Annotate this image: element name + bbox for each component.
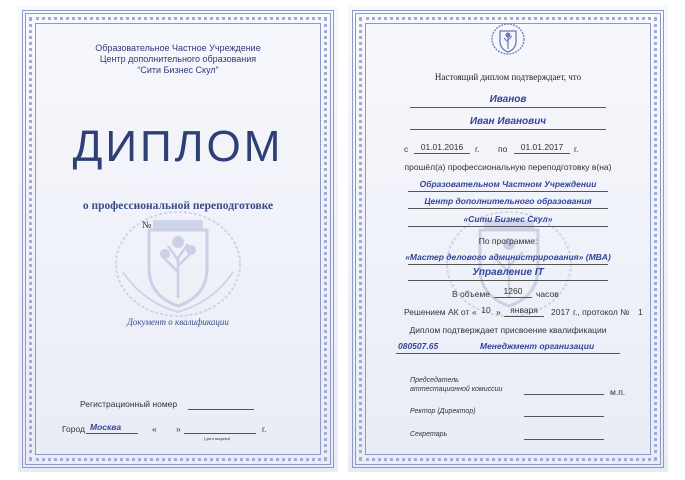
org-name-line-2: Центр дополнительного образования [99, 54, 257, 64]
hours-line [494, 297, 532, 298]
registration-number-line [188, 409, 254, 410]
tree-emblem-watermark [113, 202, 243, 320]
program-name-rule [408, 264, 608, 265]
full-name: Иван Иванович [469, 116, 547, 127]
from-label: с [404, 144, 409, 154]
hours-suffix: часов [536, 289, 559, 299]
decision-day: 10 [481, 305, 491, 315]
document-caption: Документ о квалификации [127, 317, 229, 327]
protocol-number: 1 [638, 307, 643, 317]
institution-line-3-rule [408, 226, 608, 227]
institution-line-1: Образовательном Частном Учреждении [419, 179, 597, 189]
institution-line-3: «Сити Бизнес Скул» [463, 214, 553, 224]
chair-signature-line [524, 394, 604, 395]
surname-line [410, 107, 606, 108]
decision-quote-open: « [472, 307, 477, 317]
decision-quote-close: » [496, 307, 501, 317]
year-suffix-2: г. [574, 144, 579, 154]
confirm-text: Настоящий диплом подтверждает, что [434, 72, 582, 82]
qualification-name: Менеджмент организации [480, 341, 595, 351]
decision-year-suffix: г., протокол № [573, 307, 630, 317]
qualification-rule [396, 353, 620, 354]
city-line [86, 433, 138, 434]
date-to-line [514, 153, 570, 154]
stamp-place-label: м.п. [610, 387, 626, 397]
institution-line-1-rule [408, 191, 608, 192]
hours-value: 1260 [503, 286, 523, 296]
specialization: Управление IT [472, 267, 544, 278]
chair-label-line-2: аттестационной комиссии [410, 386, 503, 393]
org-name-line-1: Образовательное Частное Учреждение [95, 43, 261, 53]
decision-month: января [510, 305, 538, 315]
date-caption: (дата выдачи) [204, 436, 231, 441]
city-value: Москва [90, 422, 122, 432]
rector-label: Ректор (Директор) [410, 408, 476, 415]
small-emblem-icon [490, 22, 526, 56]
date-to: 01.01.2017 [520, 142, 564, 152]
specialization-rule [408, 280, 608, 281]
institution-line-2-rule [408, 208, 608, 209]
qualification-text: Диплом подтверждает присвоение квалификации [409, 325, 607, 335]
passed-text: прошёл(а) профессиональную переподготовку в(на) [404, 162, 612, 172]
org-name-line-3: “Сити Бизнес Скул” [137, 65, 219, 75]
date-quote-close: » [176, 424, 181, 434]
diploma-number-label: № [142, 220, 152, 231]
program-label: По программе: [478, 236, 538, 246]
chair-label-line-1: Председатель [410, 377, 459, 384]
surname: Иванов [489, 94, 527, 105]
date-from: 01.01.2016 [420, 142, 464, 152]
city-label: Город [62, 424, 85, 434]
rector-signature-line [524, 416, 604, 417]
registration-number-label: Регистрационный номер [80, 399, 178, 409]
date-quote-open: « [152, 424, 157, 434]
institution-line-2: Центр дополнительного образования [424, 196, 592, 206]
secretary-label: Секретарь [410, 431, 448, 438]
decision-month-line [504, 316, 544, 317]
date-line [184, 433, 256, 434]
date-from-line [414, 153, 470, 154]
volume-prefix: В объеме [452, 289, 490, 299]
qualification-code: 080507.65 [398, 341, 439, 351]
name-line [410, 129, 606, 130]
program-name: «Мастер делового администрирования» (MBA) [405, 252, 611, 262]
diploma-title: ДИПЛОМ [72, 122, 284, 171]
date-year-suffix: г. [262, 424, 267, 434]
secretary-signature-line [524, 439, 604, 440]
diploma-subtitle: о профессиональной переподготовке [82, 200, 274, 212]
decision-prefix: Решением АК от [404, 307, 470, 317]
year-suffix-1: г. [475, 144, 480, 154]
diploma-content-page [348, 6, 668, 472]
decision-year: 2017 [551, 307, 570, 317]
diploma-cover-page [18, 6, 338, 472]
to-label: по [498, 144, 508, 154]
